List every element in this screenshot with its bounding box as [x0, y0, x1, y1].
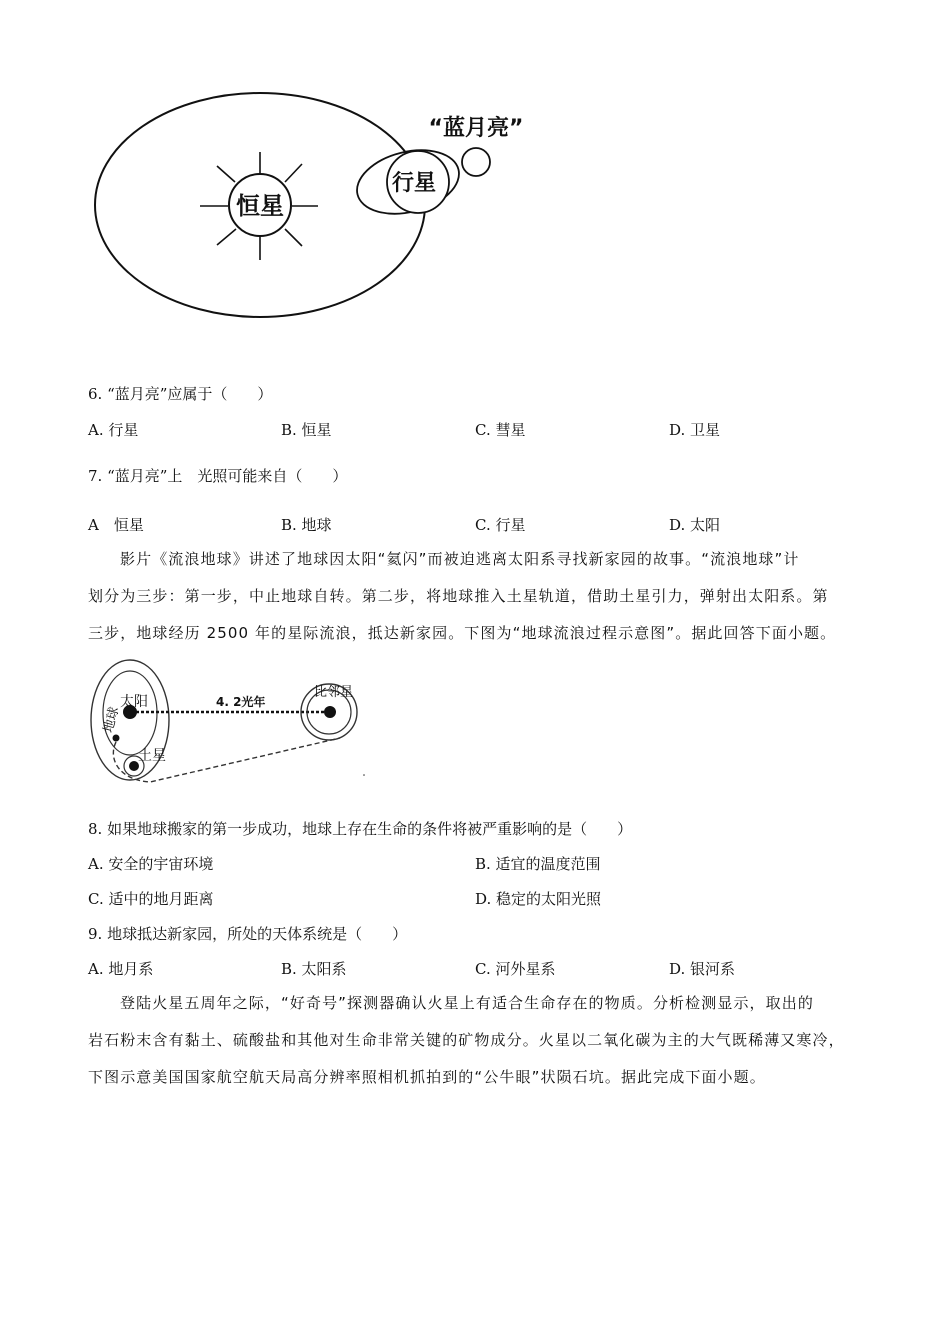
- earth-dot: [113, 735, 120, 742]
- q9-option-b: B. 太阳系: [281, 960, 347, 978]
- passage1-line-1: 影片《流浪地球》讲述了地球因太阳“氦闪”而被迫逃离太阳系寻找新家园的故事。“流浪地球”计: [120, 550, 800, 568]
- figure-wandering-earth: [88, 658, 388, 788]
- q7-option-b: B. 地球: [281, 516, 332, 534]
- q6-option-d: D. 卫星: [669, 421, 721, 439]
- passage-wandering-earth: [88, 541, 863, 652]
- proxima-dot: [324, 706, 336, 718]
- passage2-line-1: 登陆火星五周年之际，“好奇号”探测器确认火星上有适合生命存在的物质。分析检测显示，取出的: [120, 994, 814, 1012]
- q7-stem: 7. “蓝月亮”上 光照可能来自（ ）: [88, 467, 348, 485]
- sun-label: 太阳: [120, 694, 148, 710]
- passage-mars-curiosity: [88, 985, 863, 1096]
- planet-label: 行星: [391, 171, 437, 196]
- q7-option-c: C. 行星: [475, 516, 526, 534]
- figure-star-planet-moon: [80, 90, 560, 340]
- q9-option-c: C. 河外星系: [475, 960, 556, 978]
- q8-option-b: B. 适宜的温度范围: [475, 855, 601, 873]
- small-mark: [363, 774, 365, 776]
- q8-stem: 8. 如果地球搬家的第一步成功，地球上存在生命的条件将被严重影响的是（ ）: [88, 820, 633, 838]
- q6-stem: 6. “蓝月亮”应属于（ ）: [88, 385, 273, 403]
- q7-option-d: D. 太阳: [669, 516, 721, 534]
- q6-option-b: B. 恒星: [281, 421, 332, 439]
- q8-option-d: D. 稳定的太阳光照: [475, 890, 602, 908]
- q8-option-c: C. 适中的地月距离: [88, 890, 214, 908]
- saturn-label: 土星: [138, 748, 166, 764]
- passage1-line-2: 划分为三步：第一步，中止地球自转。第二步，将地球推入土星轨道，借助土星引力，弹射出太阳系。第: [88, 587, 829, 605]
- passage2-line-2: 岩石粉末含有黏土、硫酸盐和其他对生命非常关键的矿物成分。火星以二氧化碳为主的大气既稀薄又寒冷，: [88, 1031, 845, 1049]
- q6-option-c: C. 彗星: [475, 421, 526, 439]
- earth-label: 地球: [101, 705, 123, 735]
- q8-option-a: A. 安全的宇宙环境: [88, 855, 214, 873]
- q9-option-d: D. 银河系: [669, 960, 736, 978]
- blue-moon-circle: [462, 148, 490, 176]
- passage2-line-3: 下图示意美国国家航空航天局高分辨率照相机抓拍到的“公牛眼”状陨石坑。据此完成下面小题。: [88, 1068, 766, 1086]
- passage1-line-3: 三步，地球经历 2500 年的星际流浪，抵达新家园。下图为“地球流浪过程示意图”。据此回答下面小题。: [88, 624, 837, 642]
- star-label: 恒星: [236, 192, 284, 220]
- q9-option-a: A. 地月系: [88, 960, 154, 978]
- distance-label: 4. 2光年: [216, 695, 266, 709]
- q9-stem: 9. 地球抵达新家园，所处的天体系统是（ ）: [88, 925, 408, 943]
- blue-moon-label: “蓝月亮”: [428, 116, 524, 141]
- q6-option-a: A. 行星: [88, 421, 139, 439]
- q7-option-a: A 恒星: [88, 516, 144, 534]
- proxima-label: 比邻星: [314, 685, 354, 700]
